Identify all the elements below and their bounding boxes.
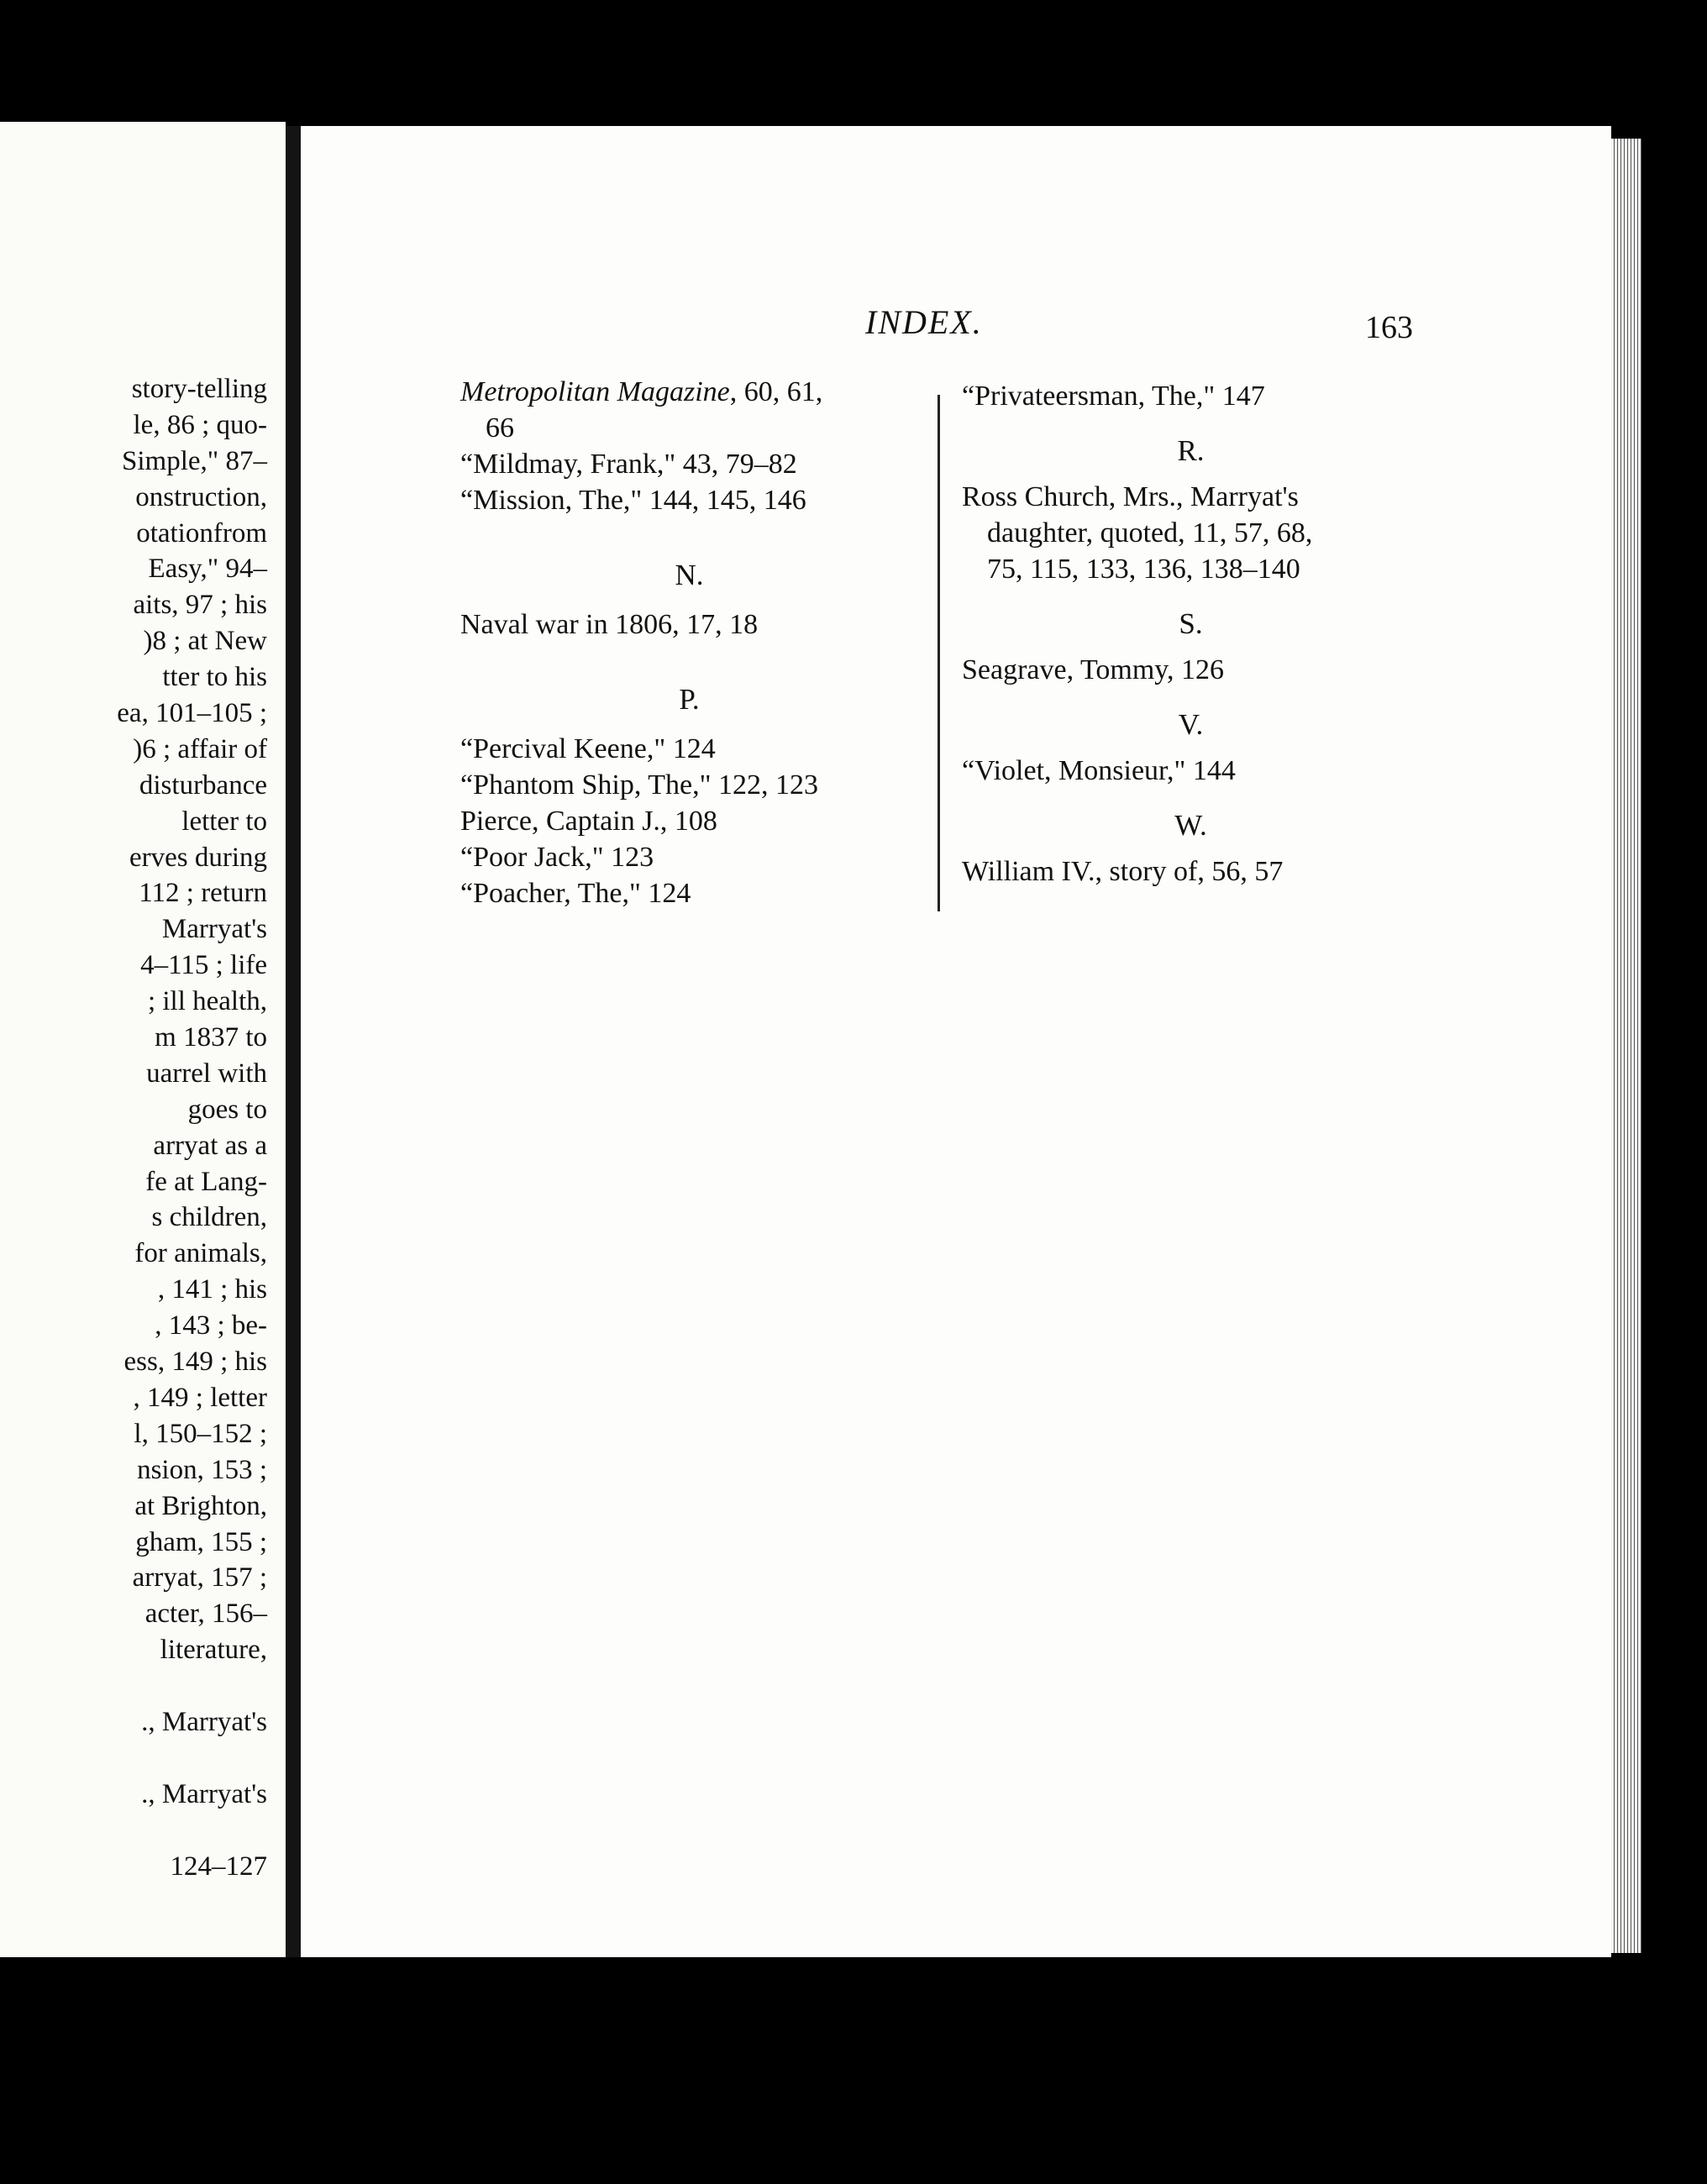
left-page-line: Simple," 87– [122,445,267,476]
left-page-line: ., Marryat's [141,1706,267,1737]
left-page-line: erves during [129,842,267,873]
section-letter-n: N. [675,559,704,591]
index-entry-poacher: “Poacher, The," 124 [460,878,691,909]
left-page-line: 4–115 ; life [140,950,267,981]
index-entry-mildmay: “Mildmay, Frank," 43, 79–82 [460,449,797,480]
index-entry-ross-church [962,479,1420,587]
column-divider [938,395,940,911]
index-entry-mission: “Mission, The," 144, 145, 146 [460,485,806,516]
left-page-line [0,1668,267,1704]
index-entry-percival-keene: “Percival Keene," 124 [460,733,716,764]
left-page-line: tter to his [162,662,267,693]
left-page-line [0,1813,267,1849]
index-entry-william-iv: William IV., story of, 56, 57 [962,856,1284,887]
index-column-left [460,374,918,911]
entry-continuation: 66 [486,412,514,444]
index-entry-seagrave: Seagrave, Tommy, 126 [962,654,1225,685]
left-page-line: l, 150–152 ; [134,1418,267,1449]
left-page-line: )6 ; affair of [133,733,267,764]
left-page-line: goes to [187,1094,267,1125]
left-page-line: 112 ; return [139,878,267,909]
entry-pages: , 60, 61, [729,376,823,407]
book-gutter [286,126,301,1957]
left-page-line: ; ill health, [147,986,267,1017]
left-page-line: , 149 ; letter [133,1382,267,1413]
entry-title-italic: Metropolitan Magazine [460,376,730,407]
left-page-lines [0,371,267,1884]
left-page-line: m 1837 to [155,1022,267,1053]
left-page-line: Easy," 94– [148,554,267,585]
left-page-line: literature, [160,1635,267,1666]
left-page-line: Marryat's [161,914,267,945]
index-entry-violet: “Violet, Monsieur," 144 [962,755,1236,786]
entry-line: Ross Church, Mrs., Marryat's [962,481,1299,512]
left-page-line: uarrel with [146,1058,267,1089]
left-page-line: arryat, 157 ; [132,1562,267,1593]
left-page-fragment [0,122,286,1957]
index-entry-privateersman: “Privateersman, The," 147 [962,381,1265,412]
section-letter-r: R. [1177,434,1205,467]
left-page-line: acter, 156– [144,1599,267,1630]
entry-continuation: daughter, quoted, 11, 57, 68, [987,517,1313,549]
left-page-line [0,1740,267,1777]
left-page-line: 124–127 [170,1851,267,1882]
left-page-line: fe at Lang- [145,1166,267,1197]
page-number: 163 [1365,310,1413,345]
left-page-line: for animals, [134,1238,267,1269]
left-page-line: aits, 97 ; his [133,590,267,621]
left-page-line: letter to [181,806,267,837]
left-page-line: gham, 155 ; [135,1526,267,1557]
index-column-right [962,378,1420,890]
index-entry-poor-jack: “Poor Jack," 123 [460,842,654,873]
page-edge [1611,139,1641,1953]
left-page-line: ea, 101–105 ; [117,698,267,729]
left-page-line: arryat as a [153,1130,267,1161]
left-page-line: disturbance [139,769,267,801]
left-page-line: s children, [151,1202,267,1233]
index-entry-metropolitan [460,374,918,446]
left-page-line: le, 86 ; quo- [133,409,267,440]
left-page-line: at Brighton, [134,1490,267,1521]
page-title: INDEX. [865,303,983,341]
index-entry-pierce: Pierce, Captain J., 108 [460,806,717,837]
left-page-line: , 143 ; be- [155,1310,267,1341]
section-letter-s: S. [1179,607,1203,640]
left-page-line: story-telling [131,374,267,404]
left-page-line: ess, 149 ; his [123,1347,267,1378]
left-page-line: onstruction, [135,481,267,512]
left-page-line: , 141 ; his [157,1274,267,1305]
left-page-line: )8 ; at New [143,626,267,657]
section-letter-p: P. [679,683,700,716]
section-letter-w: W. [1174,809,1207,842]
section-letter-v: V. [1178,708,1204,741]
index-entry-phantom-ship: “Phantom Ship, The," 122, 123 [460,769,818,801]
left-page-line: nsion, 153 ; [137,1454,267,1485]
left-page-line: otationfrom [136,517,267,549]
index-entry-naval-war: Naval war in 1806, 17, 18 [460,609,759,640]
entry-continuation: 75, 115, 133, 136, 138–140 [987,554,1300,585]
left-page-line: ., Marryat's [141,1778,267,1809]
